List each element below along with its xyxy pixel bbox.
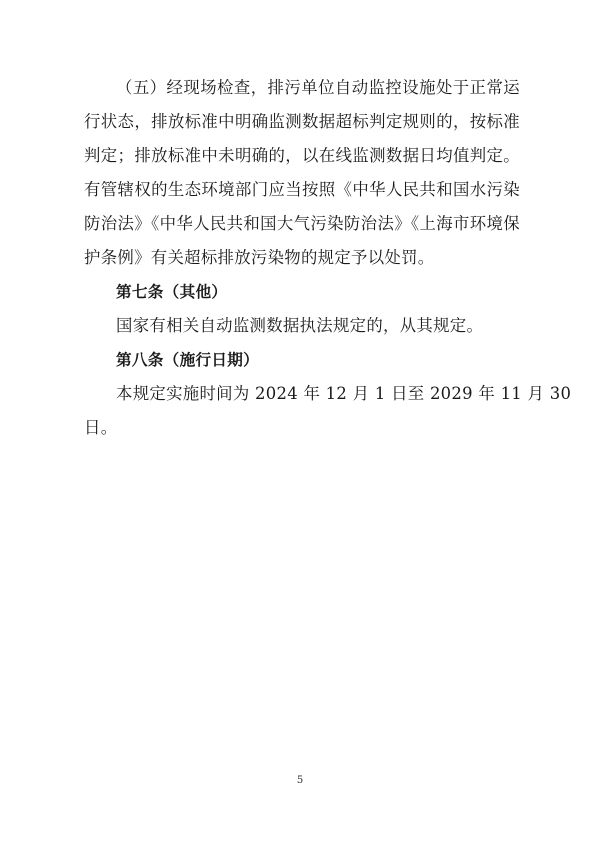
paragraph-line: 行状态，排放标准中明确监测数据超标判定规则的，按标准 <box>84 112 520 131</box>
article-heading: 第八条（施行日期） <box>116 351 260 369</box>
page-number: 5 <box>296 775 304 786</box>
paragraph-line: 防治法》《中华人民共和国大气污染防治法》《上海市环境保 <box>84 214 520 233</box>
article-body: 国家有相关自动监测数据执法规定的，从其规定。 <box>116 316 484 335</box>
paragraph-line: 判定；排放标准中未明确的，以在线监测数据日均值判定。 <box>84 146 520 165</box>
article-heading: 第七条（其他） <box>116 283 228 301</box>
article-body-line: 本规定实施时间为 2024 年 12 月 1 日至 2029 年 11 月 30 <box>116 384 572 403</box>
paragraph-line: 有管辖权的生态环境部门应当按照《中华人民共和国水污染 <box>84 180 520 199</box>
paragraph-line: （五）经现场检查，排污单位自动监控设施处于正常运 <box>116 78 520 97</box>
paragraph-line: 护条例》有关超标排放污染物的规定予以处罚。 <box>84 248 435 267</box>
article-body-line: 日。 <box>84 418 118 437</box>
